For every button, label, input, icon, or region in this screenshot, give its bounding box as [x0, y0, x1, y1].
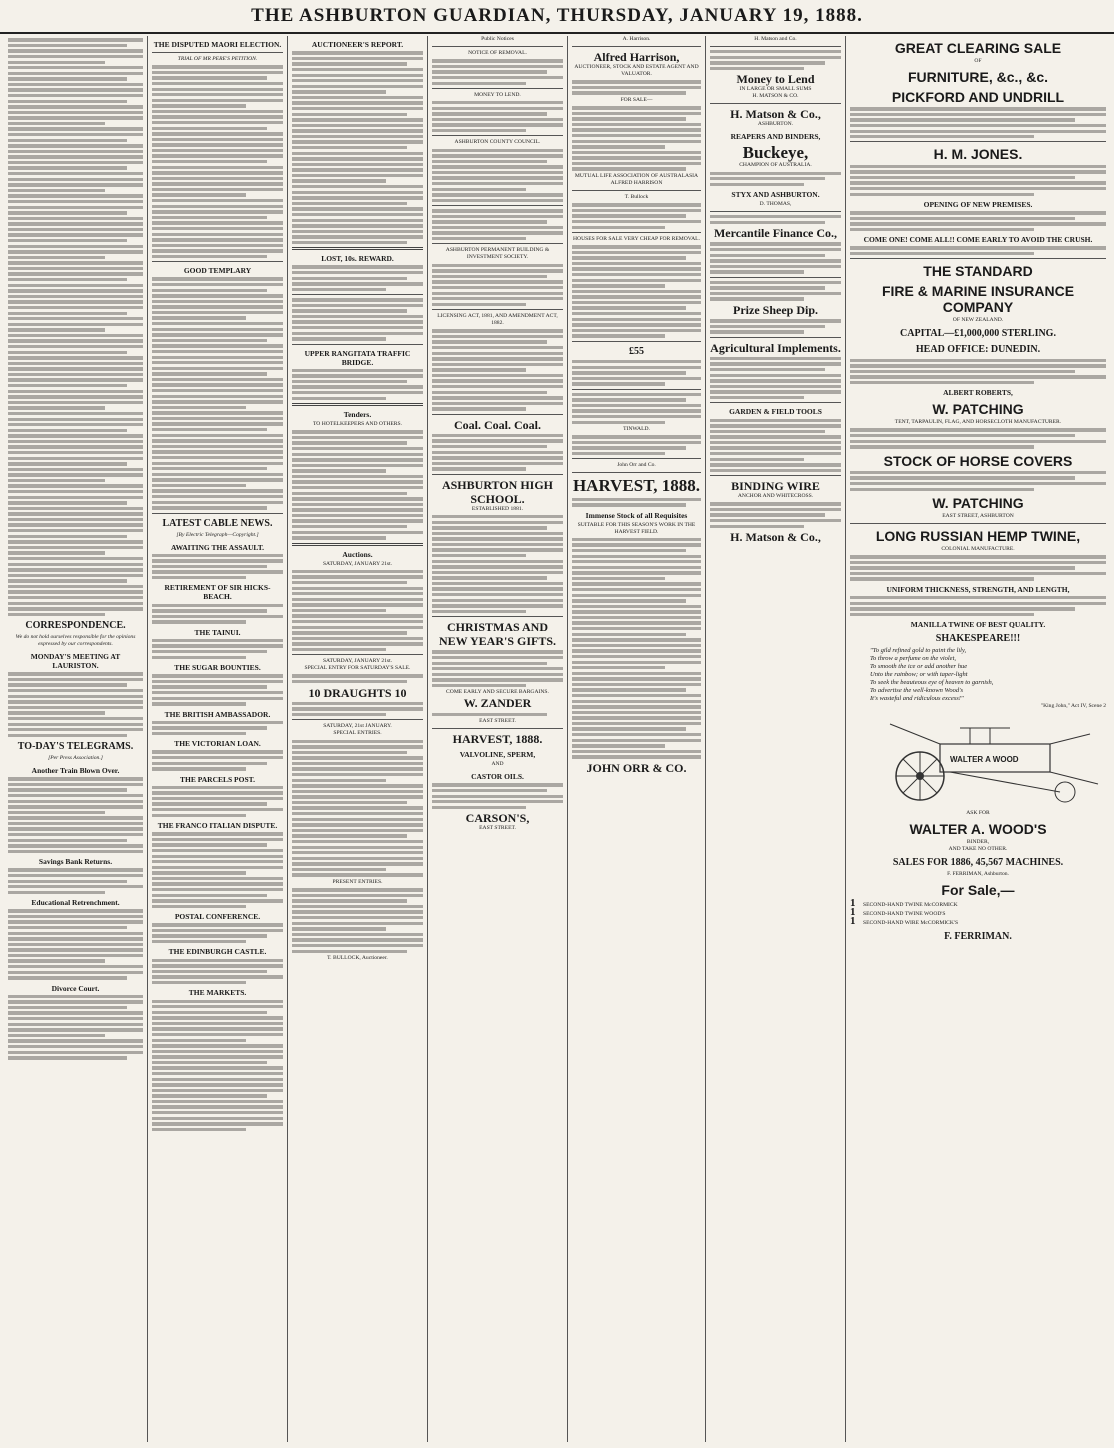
suitable: SUITABLE FOR THIS SEASON'S WORK IN THE HARVEST FIELD.: [577, 521, 696, 535]
hemp-twine: LONG RUSSIAN HEMP TWINE,: [875, 527, 1081, 544]
cable-item-7: THE PARCELS POST.: [180, 774, 255, 784]
matson-end: H. Matson & Co.,: [730, 530, 821, 545]
sale-item-2: 1 SECOND-HAND TWINE WOOD'S: [850, 906, 946, 919]
public-notices-header: Public Notices: [481, 36, 514, 42]
column-7: [846, 36, 1110, 1442]
castor-oils: CASTOR OILS.: [471, 772, 524, 782]
take-no-other: AND TAKE NO OTHER.: [948, 846, 1008, 853]
bullock-header: T. Bullock: [624, 194, 649, 201]
albert-roberts: ALBERT ROBERTS,: [943, 388, 1013, 398]
opening: OPENING OF NEW PREMISES.: [923, 199, 1033, 209]
lost-reward-heading: LOST, 10s. REWARD.: [321, 254, 394, 264]
fifty-five-pounds: £55: [629, 345, 644, 357]
telegram-savings: Savings Bank Returns.: [38, 857, 113, 867]
county-council: ASHBURTON COUNTY COUNCIL.: [454, 139, 541, 146]
latest-cable-sub: [By Electric Telegraph—Copyright.]: [176, 531, 259, 538]
zander: W. ZANDER: [463, 696, 532, 711]
john-orr: JOHN ORR & CO.: [586, 760, 687, 775]
telegram-education: Educational Retrenchment.: [31, 898, 120, 908]
xmas-gifts: CHRISTMAS AND NEW YEAR'S GIFTS.: [438, 620, 557, 649]
telegram-divorce: Divorce Court.: [51, 983, 100, 993]
poem-line-7: It's wasteful and ridiculous excess!": [870, 695, 964, 703]
money-to-lend: MONEY TO LEND.: [474, 91, 521, 98]
manilla: MANILLA TWINE OF BEST QUALITY.: [910, 620, 1046, 630]
sale-item-1: 1 SECOND-HAND TWINE McCORMICK: [850, 897, 958, 910]
money-sub: IN LARGE OR SMALL SUMS: [739, 86, 812, 93]
capital: CAPITAL—£1,000,000 STERLING.: [900, 328, 1056, 340]
cable-item-11: THE MARKETS.: [188, 988, 247, 998]
pickford: PICKFORD AND UNDRILL: [891, 89, 1065, 105]
come-one: COME ONE! COME ALL!! COME EARLY TO AVOID THE CRUSH.: [863, 235, 1093, 245]
latest-cable-heading: LATEST CABLE NEWS.: [162, 517, 273, 529]
draughts: 10 DRAUGHTS 10: [308, 685, 407, 700]
sat-21c: SATURDAY, 21st JANUARY.: [323, 723, 392, 730]
for-sale-7: For Sale,—: [941, 882, 1015, 899]
cable-item-2: RETIREMENT OF SIR HICKS-BEACH.: [164, 583, 271, 602]
houses-for-sale: HOUSES FOR SALE VERY CHEAP FOR REMOVAL.: [573, 235, 700, 242]
corr-title: MONDAY'S MEETING AT LAURISTON.: [30, 652, 121, 671]
ferriman-1: F. FERRIMAN, Ashburton.: [947, 871, 1009, 878]
carsons: CARSON'S,: [465, 811, 530, 826]
harvest-col4: HARVEST, 1888.: [452, 732, 543, 747]
orr-header: John Orr and Co.: [617, 462, 656, 469]
alfred-sig: ALFRED HARRISON: [610, 180, 663, 187]
matson-big: H. Matson & Co.,: [730, 107, 821, 122]
special-entry: SPECIAL ENTRY FOR SATURDAY'S SALE.: [304, 665, 411, 672]
head-office: HEAD OFFICE: DUNEDIN.: [915, 344, 1041, 356]
special-entries: SPECIAL ENTRIES.: [333, 730, 382, 737]
tenders-heading: Tenders.: [343, 410, 372, 420]
sat-21: SATURDAY, JANUARY 21st.: [322, 560, 393, 567]
machine-label: WALTER A WOOD: [950, 755, 1019, 765]
uniform: UNIFORM THICKNESS, STRENGTH, AND LENGTH,: [886, 584, 1070, 594]
patching-2: W. PATCHING: [932, 494, 1024, 511]
petition-sub: TRIAL OF MR PERE'S PETITION.: [177, 56, 258, 62]
of-nz: OF NEW ZEALAND.: [952, 317, 1004, 324]
mercantile: Mercantile Finance Co.,: [713, 226, 838, 241]
valvoline: VALVOLINE, SPERM,: [459, 750, 536, 760]
auctioneer-sig: T. BULLOCK, Auctioneer.: [327, 955, 388, 962]
ask-for: ASK FOR: [966, 810, 990, 817]
king-john: "King John," Act IV, Scene 2: [1040, 703, 1106, 710]
binding-sub: ANCHOR AND WHITECROSS.: [737, 493, 814, 500]
high-school-heading: ASHBURTON HIGH SCHOOL.: [441, 477, 554, 506]
poem-line-5: To seek the beauteous eye of heaven to garnish,: [870, 679, 994, 687]
auctions-heading: Auctions.: [342, 549, 373, 559]
building-society: ASHBURTON PERMANENT BUILDING & INVESTMENT SOCIETY.: [445, 247, 550, 261]
cable-item-5: THE BRITISH AMBASSADOR.: [164, 709, 271, 719]
patching-sub: TENT, TARPAULIN, FLAG, AND HORSECLOTH MANUFACTURER.: [894, 419, 1062, 426]
east-st-ashburton: EAST STREET, ASHBURTON: [942, 512, 1014, 519]
ashburton-1: ASHBURTON.: [757, 121, 794, 128]
column-5: [568, 36, 706, 1442]
prize-sheep-dip: Prize Sheep Dip.: [733, 302, 818, 317]
binding-wire: BINDING WIRE: [731, 479, 820, 494]
tinwald: TINWALD.: [623, 426, 650, 433]
great-clearing-sale: GREAT CLEARING SALE: [894, 40, 1062, 56]
matson-header: H. Matson and Co.: [754, 36, 797, 42]
reapers: REAPERS AND BINDERS,: [730, 132, 821, 142]
of-word: OF: [974, 58, 982, 64]
poem-line-1: "To gild refined gold to paint the lily,: [870, 647, 967, 655]
and-word: AND: [491, 761, 504, 768]
poem-line-3: To smooth the ice or add another hue: [870, 663, 968, 671]
reaper-machine-illustration: [850, 714, 1106, 806]
poem-line-4: Unto the rainbow; or with taper-light: [870, 671, 968, 679]
immense-stock: Immense Stock of all Requisites: [585, 510, 688, 520]
cable-item-9: POSTAL CONFERENCE.: [174, 912, 261, 922]
poem-line-2: To throw a perfume on the violet,: [870, 655, 957, 663]
newspaper-page: [0, 34, 1114, 1444]
telegrams-heading: TO-DAY'S TELEGRAMS.: [17, 741, 134, 753]
east-street-2: EAST STREET.: [479, 825, 516, 832]
harvest-col5: HARVEST, 1888.: [572, 476, 701, 496]
champion: CHAMPION OF AUSTRALIA.: [739, 162, 812, 169]
patching: W. PATCHING: [932, 401, 1024, 418]
cable-item-10: THE EDINBURGH CASTLE.: [168, 947, 267, 957]
cable-item-3: THE TAINUI.: [194, 627, 241, 637]
tenders-to: TO HOTELKEEPERS AND OTHERS.: [312, 421, 403, 428]
east-street: EAST STREET.: [479, 718, 516, 725]
matson-sig-1: H. MATSON & CO.: [752, 93, 799, 100]
sales-1886: SALES FOR 1886, 45,567 MACHINES.: [892, 857, 1064, 869]
correspondence-note: We do not hold ourselves responsible for the opinions expressed by our correspondents.: [15, 634, 136, 648]
sat-21b: SATURDAY, JANUARY 21st.: [322, 658, 393, 665]
column-6: [706, 36, 846, 1442]
buckeye: Buckeye,: [742, 143, 809, 163]
masthead: THE ASHBURTON GUARDIAN, THURSDAY, JANUARY 19, 1888.: [0, 0, 1114, 34]
cable-item-8: THE FRANCO ITALIAN DISPUTE.: [157, 821, 278, 831]
agricultural: Agricultural Implements.: [710, 340, 841, 355]
column-1: [4, 36, 148, 1442]
the-standard: THE STANDARD: [923, 263, 1033, 280]
ferriman-end: F. FERRIMAN.: [944, 931, 1012, 943]
shakespeare: SHAKESPEARE!!!: [935, 633, 1021, 645]
binder: BINDER,: [966, 839, 990, 846]
present-entries: PRESENT ENTRIES.: [332, 878, 383, 885]
column-4: [428, 36, 568, 1442]
alfred-sub: AUCTIONEER, STOCK AND ESTATE AGENT AND VALUATOR.: [574, 64, 699, 77]
sale-item-3: 1 SECOND-HAND WIRE McCORMICK'S: [850, 915, 959, 928]
bridge-heading: UPPER RANGITATA TRAFFIC BRIDGE.: [304, 348, 411, 367]
walter-wood: WALTER A. WOOD'S: [909, 821, 1047, 838]
correspondence-heading: CORRESPONDENCE.: [25, 620, 126, 632]
auctioneer-report-heading: AUCTIONEER'S REPORT.: [311, 40, 404, 49]
templary-heading: GOOD TEMPLARY: [183, 266, 252, 276]
cable-item-1: AWAITING THE ASSAULT.: [170, 542, 265, 552]
horse-covers: STOCK OF HORSE COVERS: [883, 452, 1073, 469]
furniture: FURNITURE, &c., &c.: [907, 69, 1048, 85]
mutual-life: MUTUAL LIFE ASSOCIATION OF AUSTRALASIA: [574, 173, 699, 180]
styx: STYX AND ASHBURTON.: [731, 190, 820, 200]
for-sale-col5: FOR SALE—: [620, 96, 653, 103]
telegram-train: Another Train Blown Over.: [31, 766, 120, 776]
fire-marine: FIRE & MARINE INSURANCE COMPANY: [881, 283, 1075, 316]
alfred-harrison: Alfred Harrison,: [593, 50, 680, 64]
hm-jones: H. M. JONES.: [933, 146, 1023, 163]
garden-tools: GARDEN & FIELD TOOLS: [729, 407, 822, 417]
harrison-header: A. Harrison.: [622, 36, 651, 42]
licensing-act: LICENSING ACT, 1881, AND AMENDMENT ACT, 1882.: [437, 313, 558, 327]
established: ESTABLISHED 1881.: [471, 505, 524, 512]
petition-heading: THE DISPUTED MAORI ELECTION.: [153, 40, 282, 49]
column-2: [148, 36, 288, 1442]
poem-line-6: To advertise the well-known Wood's: [870, 687, 963, 695]
coal-heading: Coal. Coal. Coal.: [454, 417, 541, 432]
money-to-lend-6: Money to Lend: [736, 72, 815, 87]
come-early: COME EARLY AND SECURE BARGAINS.: [446, 689, 549, 696]
removal-notice: NOTICE OF REMOVAL.: [468, 50, 527, 56]
telegrams-sub: [Per Press Association.]: [48, 755, 103, 762]
cable-item-4: THE SUGAR BOUNTIES.: [174, 663, 261, 673]
colonial: COLONIAL MANUFACTURE.: [941, 545, 1015, 552]
thomas-1: D. THOMAS,: [759, 201, 792, 208]
column-3: [288, 36, 428, 1442]
cable-item-6: THE VICTORIAN LOAN.: [174, 739, 261, 749]
